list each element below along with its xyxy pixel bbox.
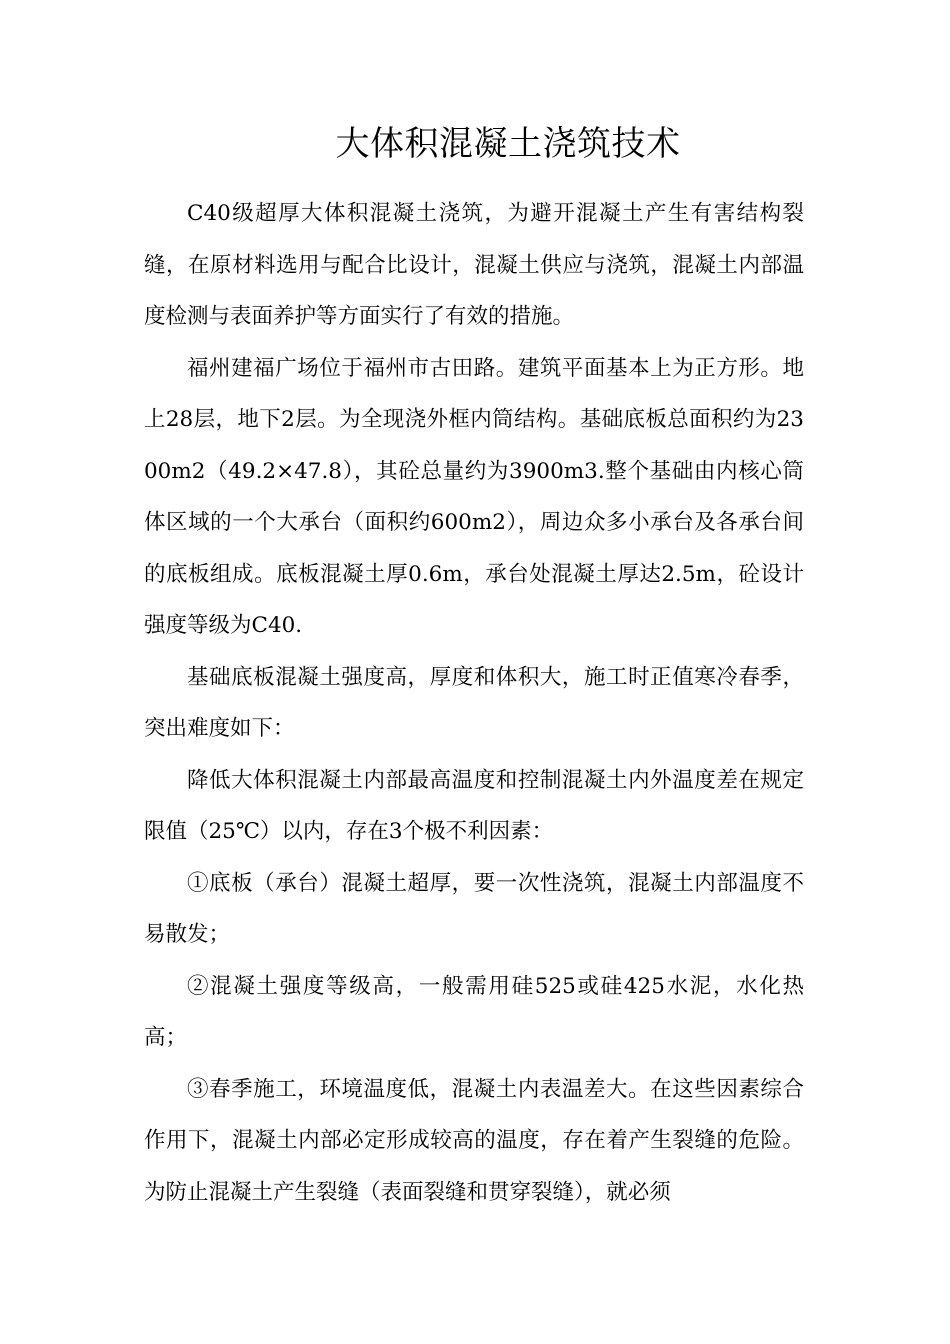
document-body bbox=[144, 188, 804, 1218]
paragraph: ②混凝土强度等级高，一般需用硅525或硅425水泥，水化热高； bbox=[144, 973, 804, 1050]
paragraph: 基础底板混凝土强度高，厚度和体积大，施工时正值寒冷春季，突出难度如下： bbox=[144, 664, 804, 741]
paragraph: C40级超厚大体积混凝土浇筑，为避开混凝土产生有害结构裂缝，在原材料选用与配合比设计，混凝土供应与浇筑，混凝土内部温度检测与表面养护等方面实行了有效的措施。 bbox=[144, 201, 804, 329]
paragraph: ①底板（承台）混凝土超厚，要一次性浇筑，混凝土内部温度不易散发； bbox=[144, 870, 804, 947]
paragraph: 降低大体积混凝土内部最高温度和控制混凝土内外温度差在规定限值（25℃）以内，存在3个极不利因素： bbox=[144, 767, 804, 844]
paragraph: 福州建福广场位于福州市古田路。建筑平面基本上为正方形。地上28层，地下2层。为全现浇外框内筒结构。基础底板总面积约为2300m2（49.2×47.8），其砼总量约为3900m3.整个基础由内核心筒体区域的一个大承台（面积约600m2），周边众多小承台及各承台间的底板组成。底板混凝土厚0.6m，承台处混凝土厚达2.5m，砼设计强度等级为C40. bbox=[144, 355, 804, 638]
paragraph: ③春季施工，环境温度低，混凝土内表温差大。在这些因素综合作用下，混凝土内部必定形成较高的温度，存在着产生裂缝的危险。为防止混凝土产生裂缝（表面裂缝和贯穿裂缝），就必须 bbox=[144, 1076, 804, 1205]
document-title: 大体积混凝土浇筑技术 bbox=[335, 124, 681, 164]
